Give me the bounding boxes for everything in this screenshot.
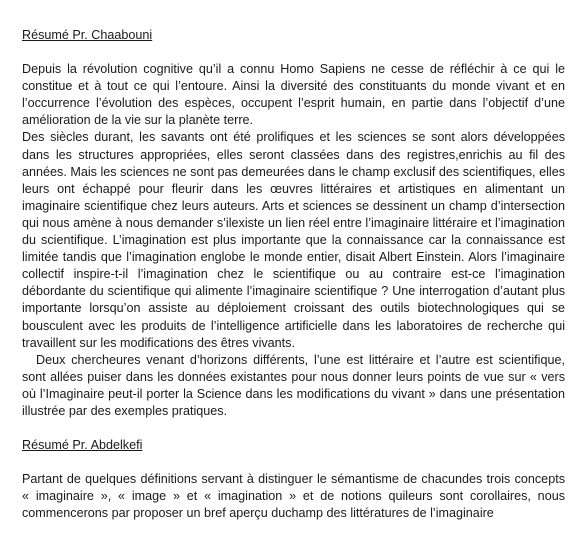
- paragraph-intro: Depuis la révolution cognitive qu’il a connu Homo Sapiens ne cesse de réfléchir à ce qui le constitue et à tout ce qui l’entoure. Ainsi la diversité des constituants du monde vivant et en l’occurrence l’évolution des espèces, occupent l’esprit humain, en partie dans l’objectif d’une amélioration de la vie sur la planète terre.: [22, 62, 565, 128]
- section-spacer: [22, 420, 565, 437]
- paragraph-abdelkefi: Partant de quelques définitions servant à distinguer le sémantisme de chacundes trois concepts « imaginaire », « image » et « imagination » et de notions quileurs sont corollaires, nous commencerons par proposer un bref aperçu duchamp des littératures de l’imaginaire: [22, 472, 565, 521]
- section-heading-chaabouni: Résumé Pr. Chaabouni: [22, 28, 153, 42]
- section-heading-abdelkefi: Résumé Pr. Abdelkefi: [22, 438, 143, 453]
- paragraph-body: Des siècles durant, les savants ont été prolifiques et les sciences se sont alors développées dans les structures appropriées, elles seront classées dans des registres,enrichis au fil des années. Mais les sciences ne sont pas demeurées dans le champ exclusif des scientifiques, elles leurs ont échappé pour fleurir dans les œuvres littéraires et artistiques en alimentant un imaginaire scientifique chez leurs auteurs. Arts et sciences se dessinent un champ d’intersection qui nous amène à nous demander s’ilexiste un lien réel entre l’imaginaire littéraire et l’imagination du scientifique. L’imagination est plus importante que la connaissance car la connaissance est limitée tandis que l’imagination englobe le monde entier, disait Albert Einstein. Alors l’imaginaire collectif inspire-t-il l’imagination chez le scientifique ou au contraire est-ce l’imagination débordante du scientifique qui alimente l’imaginaire scientifique ? Une interrogation d’autant plus importante lorsqu’on assiste au déploiement croissant des outils biotechnologiques qui se bousculent avec les produits de l’intelligence artificielle dans les laboratoires de recherche qui travaillent sur les modifications des êtres vivants.: [22, 130, 565, 350]
- document-page: [22, 27, 565, 522]
- paragraph-researchers: Deux chercheures venant d’horizons différents, l’une est littéraire et l’autre est scientifique, sont allées puiser dans les données existantes pour nous donner leurs points de vue sur « vers où l’Imaginaire peut-il porter la Science dans les modifications du vivant » dans une présentation illustrée par des exemples pratiques.: [22, 352, 565, 418]
